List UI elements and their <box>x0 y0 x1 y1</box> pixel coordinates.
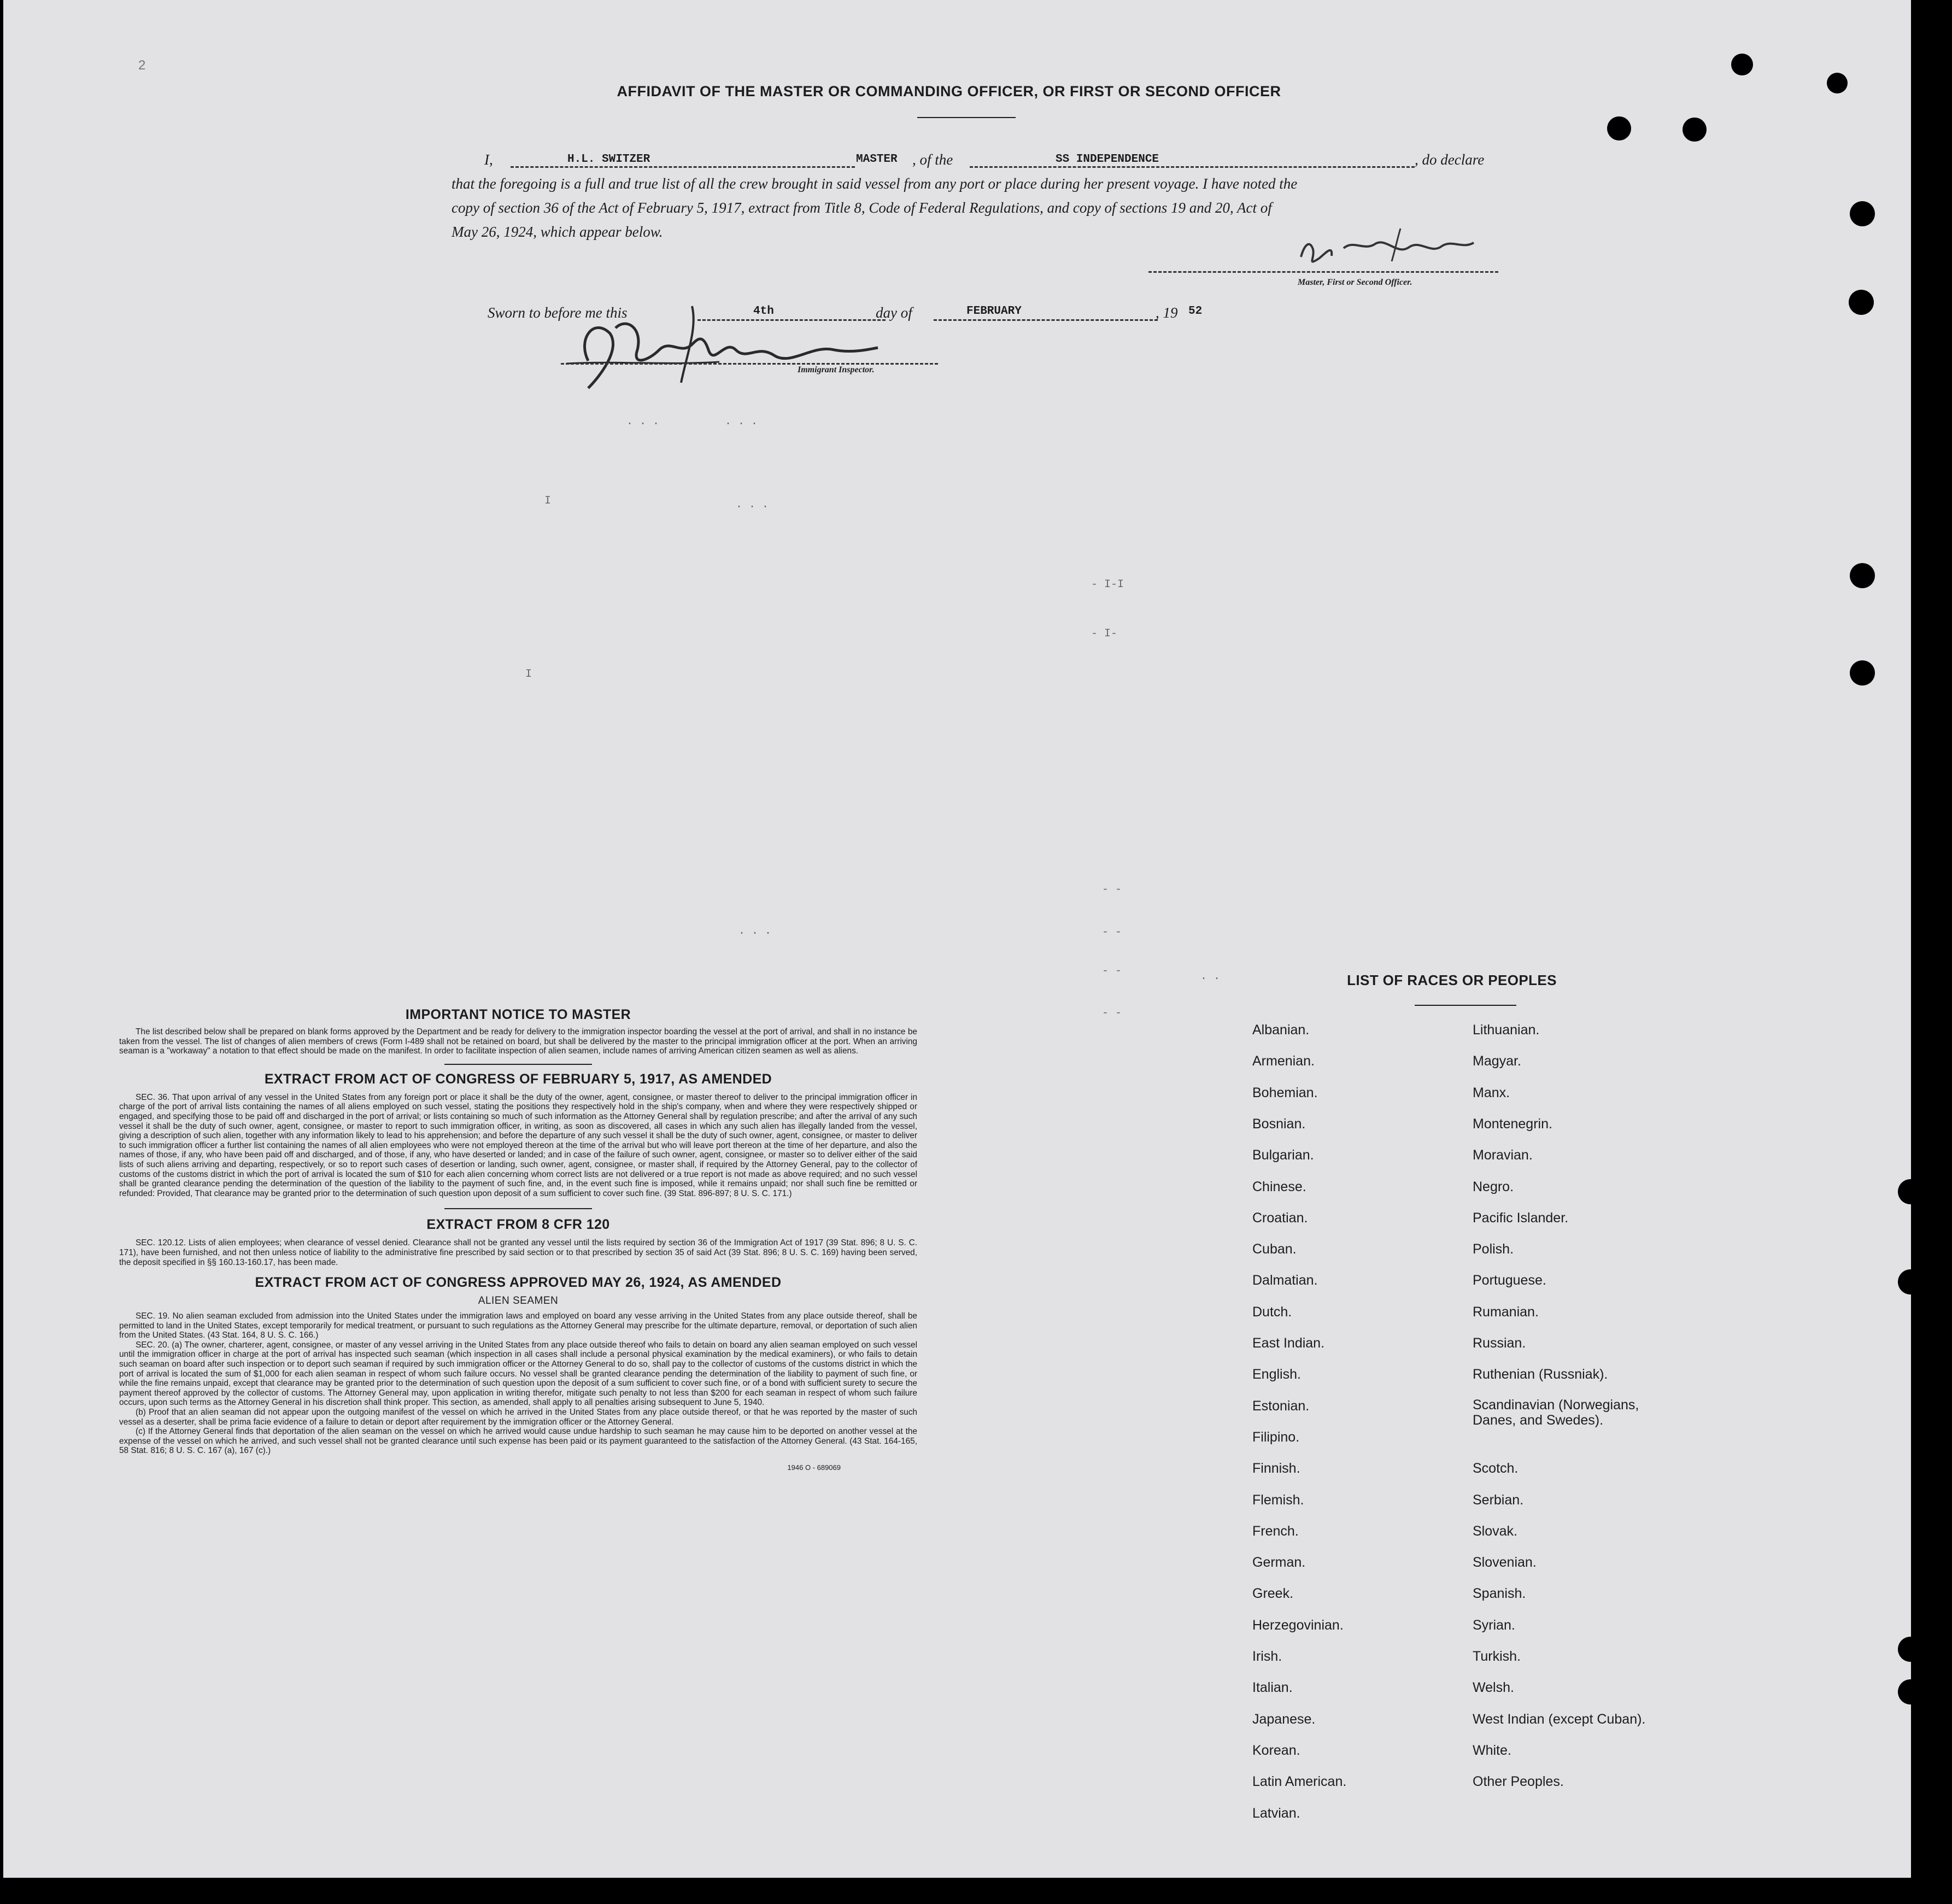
race-item: Portuguese. <box>1473 1273 1546 1288</box>
faint-mark: - - <box>1102 883 1122 896</box>
race-item: Manx. <box>1473 1085 1510 1100</box>
race-item: Latin American. <box>1252 1774 1347 1790</box>
race-item: Montenegrin. <box>1473 1116 1552 1132</box>
title-rule <box>917 117 1016 118</box>
master-name: H.L. SWITZER <box>567 153 650 166</box>
race-item: Bulgarian. <box>1252 1147 1314 1163</box>
vessel-blank <box>970 166 1415 168</box>
race-item: Syrian. <box>1473 1617 1515 1633</box>
race-item: Polish. <box>1473 1241 1514 1257</box>
year-prefix: , 19 <box>1156 304 1178 321</box>
race-item: Filipino. <box>1252 1429 1300 1445</box>
affidavit-title: AFFIDAVIT OF THE MASTER OR COMMANDING OFFICER, OR FIRST OR SECOND OFFICER <box>617 83 1281 99</box>
affidavit-line-4: May 26, 1924, which appear below. <box>452 224 663 240</box>
race-item: Welsh. <box>1473 1680 1514 1696</box>
faint-mark: - - <box>1102 926 1122 939</box>
month-blank <box>934 319 1158 321</box>
race-item: Bosnian. <box>1252 1116 1306 1132</box>
faint-mark: - - <box>1102 1007 1122 1020</box>
faint-mark: I <box>544 495 552 507</box>
vessel-name: SS INDEPENDENCE <box>1056 153 1159 166</box>
race-item: Russian. <box>1473 1335 1526 1351</box>
day-of-label: day of <box>876 304 912 321</box>
race-item: Cuban. <box>1252 1241 1297 1257</box>
sworn-day: 4th <box>753 305 774 318</box>
races-right-column <box>1473 1022 1724 1842</box>
race-item: German. <box>1252 1555 1306 1571</box>
race-item: Magyar. <box>1473 1053 1521 1069</box>
punch-hole <box>1898 1679 1923 1704</box>
punch-hole <box>1731 54 1753 75</box>
master-signature-line <box>1148 271 1498 273</box>
sec-120-12-text: SEC. 120.12. Lists of alien employees; when clearance of vessel denied. Clearance shall not be granted any vessel until the lists required by section 36 of the Immigration Act of 1917 (39 Stat. 896; 8 U. S. C. 171), have been furnished, and not then unless notice of liability to the administrative fine prescribed by said section or to that prescribed by section 35 of said Act (39 Stat. 896; 8 U. S. C. 169) having been served, the deposit specified in §§ 160.13-160.17, has been made. <box>119 1238 917 1267</box>
extract-cfr-body <box>119 1238 917 1267</box>
inspector-signature-caption: Immigrant Inspector. <box>798 365 875 374</box>
sworn-year: 52 <box>1188 305 1203 318</box>
sec-36-text: SEC. 36. That upon arrival of any vessel in the United States from any foreign port or place it shall be the duty of the owner, agent, consignee, or master thereof to deliver to the principal immigration officer in charge of the port of arrival lists containing the names of all aliens employed on such vessel, stating the positions they respectively hold in the ship's company, when and where they were respectively shipped or engaged, and specifying those to be paid off and discharged in the port of arrival; or lists containing so much of such information as the Attorney General shall by regulation prescribe; and after the arrival of any such vessel it shall be the duty of such owner, agent, consignee, or master to report to such immigration officer, in writing, as soon as discovered, all cases in which any such alien has illegally landed from the vessel, giving a description of such alien, together with any information likely to lead to his apprehension; and before the departure of any such vessel it shall be the duty of such owner, agent, consignee, or master to deliver to such immigration officer a further list containing the names of all alien employees who were not employed thereon at the time of the arrival but who will leave port thereon at the time of her departure, and also the names of those, if any, who have been paid off and discharged, and of those, if any, who have deserted or landed; and in case of the failure of such owner, agent, consignee, or master so to deliver either of the said lists of such aliens arriving and departing, respectively, or so to report such cases of desertion or landing, such owner, agent, consignee, or master shall, if required by the Attorney General, pay to the collector of customs of the customs district in which the port of arrival is located the sum of $10 for each alien concerning whom correct lists are not delivered or a true report is not made as above required; and no such vessel shall be granted clearance pending the determination of the question of the liability to the payment of such fine, and, in the event such fine is imposed, while it remains unpaid; nor shall such fine be remitted or refunded: Provided, That clearance may be granted prior to the determination of such question upon deposit of a sum sufficient to cover such fine. (39 Stat. 896-897; 8 U. S. C. 171.) <box>119 1092 917 1198</box>
punch-hole <box>1683 118 1707 142</box>
affidavit-line-3: copy of section 36 of the Act of February 5, 1917, extract from Title 8, Code of Federal Regulations, and copy of sections 19 and 20, Act of <box>452 200 1272 216</box>
alien-seamen-subtitle: ALIEN SEAMEN <box>478 1295 559 1307</box>
master-rank: MASTER <box>856 153 898 166</box>
punch-hole <box>1898 1269 1923 1294</box>
race-item: Herzegovinian. <box>1252 1617 1344 1633</box>
punch-hole <box>1827 73 1848 93</box>
sec-20b-text: (b) Proof that an alien seaman did not appear upon the outgoing manifest of the vessel on which he arrived in the United States from any place outside thereof, or that he was reported by the master of such vessel as a deserter, shall be prima facie evidence of a failure to detain or deport after requirement by the immigration officer or the Attorney General. <box>119 1408 917 1427</box>
race-item: East Indian. <box>1252 1335 1325 1351</box>
affidavit-declare: , do declare <box>1415 151 1485 168</box>
extract-cfr-title: EXTRACT FROM 8 CFR 120 <box>426 1217 610 1233</box>
sec-20a-text: SEC. 20. (a) The owner, charterer, agent, consignee, or master of any vessel arriving in the United States from any place outside thereof who fails to detain on board any alien seaman employed on such vessel until the immigration officer in charge at the port of arrival has inspected such seaman (which inspection in all cases shall include a personal physical examination by the medical examiners), or who fails to detain such seaman on board after such inspection or to deport such seaman if required by such immigration officer or the Attorney General to do so, shall pay to the collector of customs of the customs district in which the port of arrival is located the sum of $1,000 for each alien seaman in respect of whom such failure occurs. No vessel shall be granted clearance pending the determination of the liability to payment of such fine, or while the fine remains unpaid, except that clearance may be granted prior to the determination of such question upon the deposit of a sum sufficient to cover such fine, or of a bond with sufficient surety to secure the payment thereof approved by the collector of customs. The Attorney General may, upon application in writing therefor, mitigate such penalty to not less than $200 for each seaman in respect of whom such failure occurs, upon such terms as the Attorney General in his discretion shall think proper. This section, as amended, shall apply to all penalties arising subsequent to June 5, 1940. <box>119 1340 917 1408</box>
faint-mark: - - <box>1102 965 1122 977</box>
sec-20c-text: (c) If the Attorney General finds that deportation of the alien seaman on the vessel on which he arrived would cause undue hardship to such seaman he may cause him to be deported on another vessel at the expense of the vessel on which he arrived, and such vessel shall not be granted clearance until such expense has been paid or its payment guaranteed to the satisfaction of the Attorney General. (43 Stat. 164-165, 58 Stat. 816; 8 U. S. C. 167 (a), 167 (c).) <box>119 1427 917 1456</box>
race-item: Dalmatian. <box>1252 1273 1318 1288</box>
punch-hole <box>1898 1179 1923 1204</box>
faint-mark: . . . <box>725 415 758 428</box>
race-item: Dutch. <box>1252 1304 1292 1320</box>
race-item: Greek. <box>1252 1586 1294 1602</box>
race-item: Ruthenian (Russniak). <box>1473 1367 1608 1382</box>
notice-text: The list described below shall be prepared on blank forms approved by the Department and be ready for delivery to the immigration inspector boarding the vessel at the port of arrival, and shall in no instance be taken from the vessel. The list of changes of alien members of crews (Form I-489 shall not be retained on board, but shall be delivered by the master to the principal immigration officer at the port. When an arriving seaman is a "workaway" a notation to that effect should be made on the manifest. In order to facilitate inspection of alien seamen, include names of arriving American citizen seamen as well as aliens. <box>119 1027 917 1056</box>
race-item: Irish. <box>1252 1649 1282 1664</box>
race-item: Finnish. <box>1252 1461 1300 1477</box>
affidavit-i: I, <box>484 151 493 168</box>
race-item: Croatian. <box>1252 1210 1308 1226</box>
divider <box>444 1064 592 1065</box>
punch-hole <box>1850 660 1875 686</box>
race-item: Flemish. <box>1252 1492 1304 1508</box>
race-item: Slovak. <box>1473 1523 1517 1539</box>
race-item: Spanish. <box>1473 1586 1526 1602</box>
notice-title: IMPORTANT NOTICE TO MASTER <box>405 1007 631 1022</box>
legal-column <box>119 1007 917 1472</box>
race-item: Korean. <box>1252 1742 1300 1758</box>
race-item: French. <box>1252 1523 1299 1539</box>
race-item: Armenian. <box>1252 1053 1315 1069</box>
race-item: White. <box>1473 1742 1511 1758</box>
faint-mark: - I-I <box>1091 578 1124 591</box>
race-item: English. <box>1252 1367 1301 1382</box>
faint-mark: . . . <box>736 499 769 511</box>
punch-hole <box>1607 116 1631 140</box>
affidavit-line-2: that the foregoing is a full and true list of all the crew brought in said vessel from any port or place during her present voyage. I have noted the <box>452 175 1298 192</box>
extract-1917-body <box>119 1093 917 1199</box>
sworn-month: FEBRUARY <box>966 305 1022 318</box>
punch-hole <box>1850 201 1875 226</box>
race-item: Chinese. <box>1252 1179 1306 1194</box>
race-item: Bohemian. <box>1252 1085 1318 1100</box>
race-item: Pacific Islander. <box>1473 1210 1569 1226</box>
race-item: Italian. <box>1252 1680 1293 1696</box>
sec-19-text: SEC. 19. No alien seaman excluded from admission into the United States under the immigration laws and employed on board any vesse arriving in the United States from any place outside thereof, shall be permitted to land in the United States, except temporarily for medical treatment, or pursuant to such regulations as the Attorney General may prescribe for the ultimate departure, removal, or deportation of such alien from the United States. (43 Stat. 164, 8 U. S. C. 166.) <box>119 1311 917 1340</box>
name-blank <box>511 166 855 168</box>
race-item: Serbian. <box>1473 1492 1524 1508</box>
race-item: Estonian. <box>1252 1398 1310 1414</box>
inspector-signature-line <box>561 363 938 365</box>
faint-mark: . . <box>1200 970 1221 983</box>
faint-mark: I <box>525 668 532 681</box>
race-item: Lithuanian. <box>1473 1022 1540 1038</box>
races-title: LIST OF RACES OR PEOPLES <box>1347 972 1557 988</box>
affidavit-of-the: , of the <box>912 151 953 168</box>
faint-mark: - I- <box>1091 628 1118 640</box>
extract-1917-title: EXTRACT FROM ACT OF CONGRESS OF FEBRUARY 5, 1917, AS AMENDED <box>264 1071 772 1087</box>
punch-hole <box>1849 290 1874 315</box>
extract-1924-body <box>119 1311 917 1456</box>
page-number: 2 <box>138 58 146 73</box>
print-code: 1946 O - 689069 <box>787 1463 841 1472</box>
race-item: Slovenian. <box>1473 1555 1537 1571</box>
race-item: Turkish. <box>1473 1649 1521 1664</box>
master-signature-caption: Master, First or Second Officer. <box>1298 278 1412 287</box>
punch-hole <box>1898 1637 1923 1662</box>
race-item: Rumanian. <box>1473 1304 1539 1320</box>
race-item: Moravian. <box>1473 1147 1533 1163</box>
races-left-column <box>1252 1022 1460 1842</box>
divider <box>444 1208 592 1209</box>
race-item: West Indian (except Cuban). <box>1473 1711 1646 1727</box>
extract-1924-title: EXTRACT FROM ACT OF CONGRESS APPROVED MAY 26, 1924, AS AMENDED <box>255 1275 782 1291</box>
race-item: Other Peoples. <box>1473 1774 1564 1790</box>
faint-mark: . . . <box>626 415 660 428</box>
race-item: Scotch. <box>1473 1461 1519 1477</box>
race-item: Albanian. <box>1252 1022 1310 1038</box>
race-item: Scandinavian (Norwegians, Danes, and Swedes). <box>1473 1397 1639 1428</box>
sworn-label: Sworn to before me this <box>488 304 628 321</box>
manifest-sheet <box>3 0 1911 1878</box>
notice-body <box>119 1027 917 1056</box>
races-title-rule <box>1415 1005 1516 1006</box>
race-item: Negro. <box>1473 1179 1514 1194</box>
faint-mark: . . . <box>738 925 772 938</box>
inspector-signature <box>555 295 883 405</box>
race-item: Japanese. <box>1252 1711 1316 1727</box>
punch-hole <box>1850 563 1875 588</box>
race-item: Latvian. <box>1252 1805 1300 1821</box>
